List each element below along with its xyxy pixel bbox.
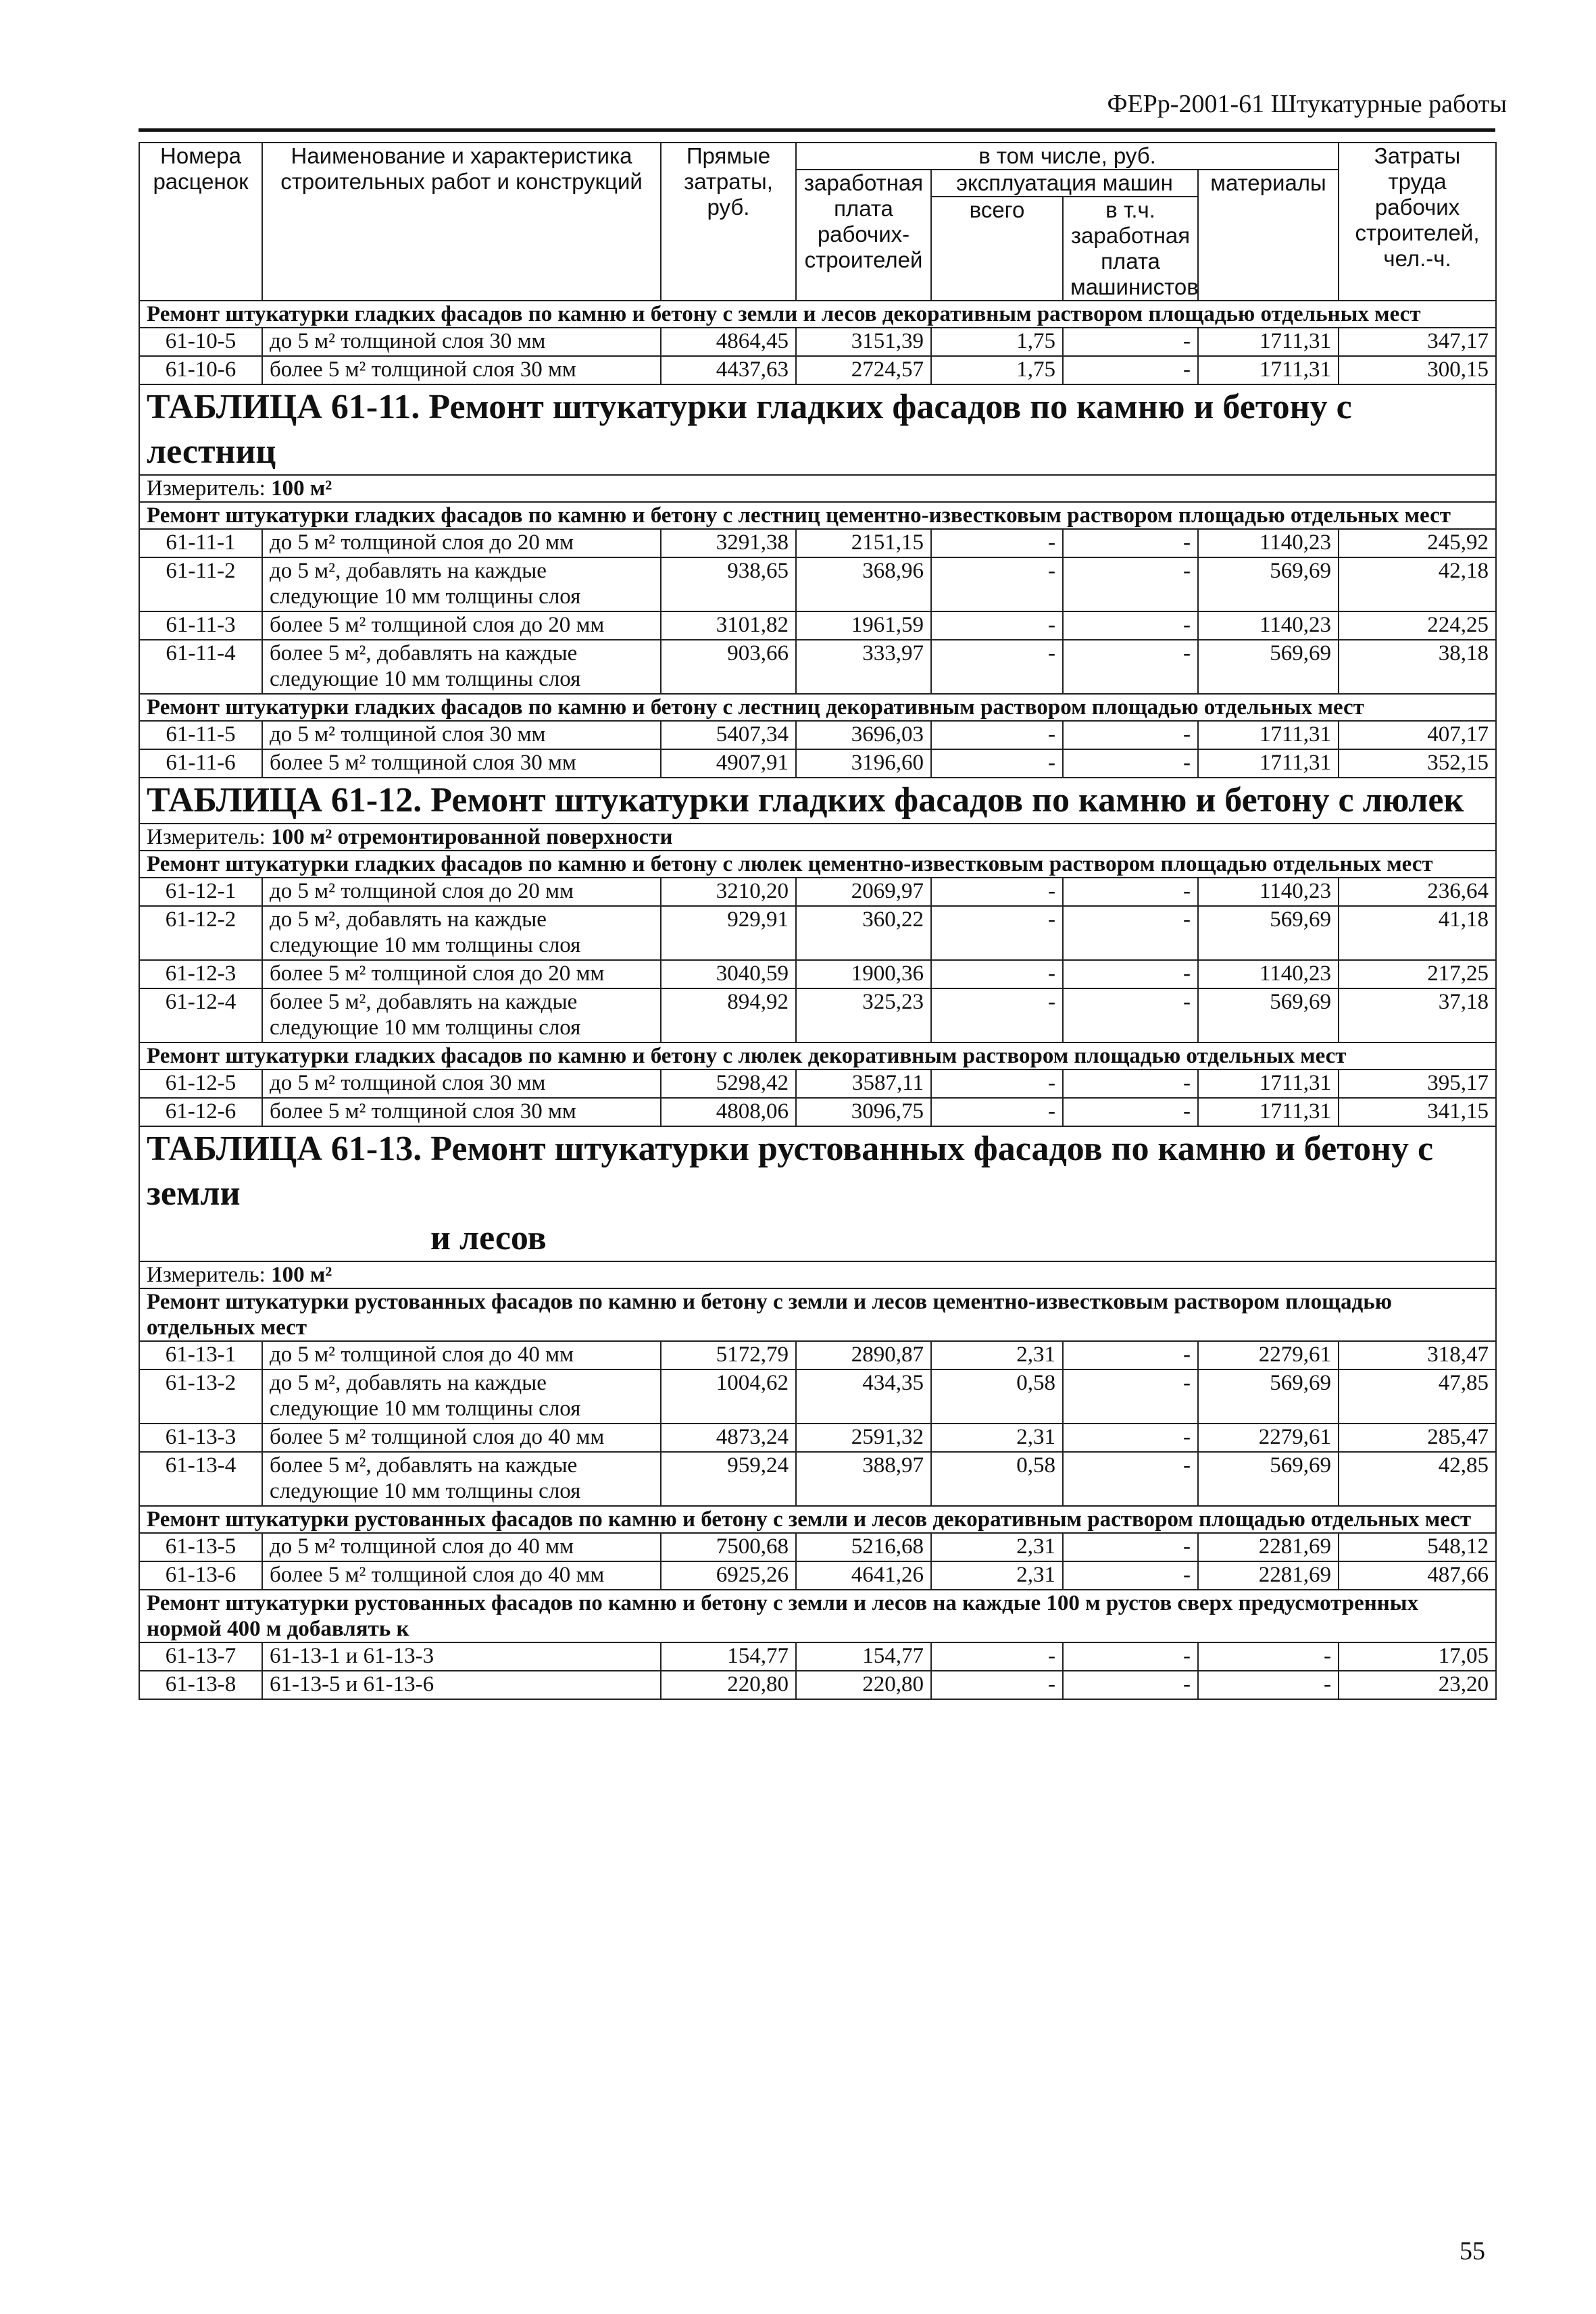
section-heading-row	[139, 301, 1496, 328]
cell-direct: 4437,63	[661, 356, 796, 384]
cell-direct: 154,77	[661, 1642, 796, 1671]
cell-labor: 395,17	[1339, 1070, 1496, 1098]
cell-mat: 1711,31	[1198, 328, 1339, 356]
cell-mach-wage: -	[1063, 1369, 1198, 1424]
measure-value: 100 м²	[271, 476, 332, 501]
table-title-line2: и лесов	[430, 1219, 547, 1257]
header-row-1	[139, 143, 1496, 170]
table-title-row	[139, 384, 1496, 475]
table-row	[139, 1533, 1496, 1561]
work-name: более 5 м² толщиной слоя до 20 мм	[262, 611, 661, 640]
cell-mat: 1140,23	[1198, 611, 1339, 640]
cell-direct: 6925,26	[661, 1561, 796, 1590]
section-heading: Ремонт штукатурки гладких фасадов по камню и бетону с лестниц цементно-известковым раствором площадью отдельных мест	[139, 502, 1496, 529]
table-row	[139, 960, 1496, 988]
work-name: до 5 м², добавлять на каждые следующие 10 мм толщины слоя	[262, 1369, 661, 1424]
rate-code: 61-13-6	[139, 1561, 262, 1590]
table-title-row	[139, 778, 1496, 824]
cell-wage: 333,97	[796, 640, 931, 694]
cell-mach: -	[931, 960, 1063, 988]
cell-wage: 3696,03	[796, 721, 931, 749]
cell-wage: 2591,32	[796, 1424, 931, 1452]
cell-mat: 1711,31	[1198, 749, 1339, 778]
col-incl-header: в том числе, руб.	[796, 143, 1339, 170]
cell-mat: 2281,69	[1198, 1533, 1339, 1561]
table-row	[139, 529, 1496, 557]
cell-mach: 2,31	[931, 1561, 1063, 1590]
section-heading: Ремонт штукатурки гладких фасадов по камню и бетону с люлек декоративным раствором площадью отдельных мест	[139, 1042, 1496, 1070]
cell-mach-wage: -	[1063, 988, 1198, 1042]
cell-wage: 3151,39	[796, 328, 931, 356]
cell-mach-wage: -	[1063, 328, 1198, 356]
table-row	[139, 878, 1496, 906]
cell-mach: -	[931, 749, 1063, 778]
cell-direct: 7500,68	[661, 1533, 796, 1561]
cell-mach: -	[931, 1671, 1063, 1699]
cell-labor: 341,15	[1339, 1098, 1496, 1126]
cell-wage: 2069,97	[796, 878, 931, 906]
section-heading: Ремонт штукатурки рустованных фасадов по камню и бетону с земли и лесов цементно-известковым раствором площадью отдельных мест	[139, 1288, 1496, 1341]
cell-wage: 434,35	[796, 1369, 931, 1424]
header-rule	[139, 128, 1495, 132]
cell-mat: -	[1198, 1642, 1339, 1671]
cell-direct: 5407,34	[661, 721, 796, 749]
cell-labor: 236,64	[1339, 878, 1496, 906]
cell-wage: 3096,75	[796, 1098, 931, 1126]
table-row	[139, 557, 1496, 611]
cell-direct: 3291,38	[661, 529, 796, 557]
cell-mach: 2,31	[931, 1341, 1063, 1369]
section-heading-row	[139, 1506, 1496, 1533]
work-name: до 5 м² толщиной слоя до 40 мм	[262, 1533, 661, 1561]
section-heading: Ремонт штукатурки рустованных фасадов по камню и бетону с земли и лесов декоративным раствором площадью отдельных мест	[139, 1506, 1496, 1533]
rate-code: 61-12-4	[139, 988, 262, 1042]
table-row	[139, 1561, 1496, 1590]
cell-wage: 2151,15	[796, 529, 931, 557]
work-name: более 5 м², добавлять на каждые следующие 10 мм толщины слоя	[262, 640, 661, 694]
table-row	[139, 1098, 1496, 1126]
table-row	[139, 1070, 1496, 1098]
cell-direct: 4808,06	[661, 1098, 796, 1126]
table-row	[139, 906, 1496, 960]
rate-code: 61-13-2	[139, 1369, 262, 1424]
cell-labor: 42,85	[1339, 1452, 1496, 1506]
cell-direct: 1004,62	[661, 1369, 796, 1424]
cell-labor: 42,18	[1339, 557, 1496, 611]
col-machines-header: эксплуатация машин	[931, 170, 1198, 197]
cell-mat: 2281,69	[1198, 1561, 1339, 1590]
rate-code: 61-13-7	[139, 1642, 262, 1671]
cell-mach-wage: -	[1063, 1452, 1198, 1506]
section-heading-row	[139, 694, 1496, 721]
section-heading-row	[139, 502, 1496, 529]
cell-wage: 3587,11	[796, 1070, 931, 1098]
rate-code: 61-13-8	[139, 1671, 262, 1699]
rate-code: 61-12-6	[139, 1098, 262, 1126]
cell-mach-wage: -	[1063, 906, 1198, 960]
cell-mat: 1140,23	[1198, 960, 1339, 988]
cell-wage: 4641,26	[796, 1561, 931, 1590]
cell-mat: 1711,31	[1198, 1098, 1339, 1126]
rate-code: 61-13-4	[139, 1452, 262, 1506]
work-name: до 5 м² толщиной слоя 30 мм	[262, 328, 661, 356]
cell-mat: -	[1198, 1671, 1339, 1699]
col-mach-total-header: всего	[931, 197, 1063, 301]
section-heading-row	[139, 851, 1496, 878]
cell-mach: -	[931, 878, 1063, 906]
cell-labor: 47,85	[1339, 1369, 1496, 1424]
table-row	[139, 1642, 1496, 1671]
table-row	[139, 356, 1496, 384]
table-row	[139, 640, 1496, 694]
cell-mach-wage: -	[1063, 640, 1198, 694]
cell-direct: 220,80	[661, 1671, 796, 1699]
cell-mach: -	[931, 988, 1063, 1042]
cell-wage: 1900,36	[796, 960, 931, 988]
rate-code: 61-11-5	[139, 721, 262, 749]
cell-mat: 1140,23	[1198, 878, 1339, 906]
rate-code: 61-11-2	[139, 557, 262, 611]
measure-value: 100 м²	[271, 1263, 332, 1287]
cell-mach-wage: -	[1063, 1341, 1198, 1369]
col-direct-header: Прямые затраты, руб.	[661, 143, 796, 301]
cell-mach-wage: -	[1063, 721, 1198, 749]
section-heading: Ремонт штукатурки гладких фасадов по камню и бетону с земли и лесов декоративным раствором площадью отдельных мест	[139, 301, 1496, 328]
cell-direct: 3040,59	[661, 960, 796, 988]
rate-code: 61-11-6	[139, 749, 262, 778]
cell-labor: 347,17	[1339, 328, 1496, 356]
cell-labor: 23,20	[1339, 1671, 1496, 1699]
section-heading-row	[139, 1042, 1496, 1070]
measure-cell	[139, 824, 1496, 851]
measure-row	[139, 1261, 1496, 1288]
cell-mat: 569,69	[1198, 557, 1339, 611]
cell-wage: 388,97	[796, 1452, 931, 1506]
cell-mat: 569,69	[1198, 988, 1339, 1042]
table-title-cell	[139, 384, 1496, 475]
cell-wage: 360,22	[796, 906, 931, 960]
section-heading: Ремонт штукатурки гладких фасадов по камню и бетону с лестниц декоративным раствором площадью отдельных мест	[139, 694, 1496, 721]
cell-mach: 2,31	[931, 1533, 1063, 1561]
cell-mach: -	[931, 1070, 1063, 1098]
measure-row	[139, 475, 1496, 502]
cell-direct: 3210,20	[661, 878, 796, 906]
work-name: более 5 м² толщиной слоя 30 мм	[262, 749, 661, 778]
cell-mach-wage: -	[1063, 1642, 1198, 1671]
measure-row	[139, 824, 1496, 851]
cell-mach: -	[931, 557, 1063, 611]
rate-code: 61-10-6	[139, 356, 262, 384]
cell-mat: 2279,61	[1198, 1424, 1339, 1452]
cell-direct: 5172,79	[661, 1341, 796, 1369]
col-materials-header: материалы	[1198, 170, 1339, 301]
cell-labor: 318,47	[1339, 1341, 1496, 1369]
cell-wage: 2890,87	[796, 1341, 931, 1369]
cell-mat: 569,69	[1198, 1369, 1339, 1424]
cell-mat: 1711,31	[1198, 1070, 1339, 1098]
rate-code: 61-12-5	[139, 1070, 262, 1098]
table-row	[139, 611, 1496, 640]
work-name: до 5 м² толщиной слоя до 40 мм	[262, 1341, 661, 1369]
work-name: более 5 м² толщиной слоя до 40 мм	[262, 1424, 661, 1452]
work-name: до 5 м² толщиной слоя до 20 мм	[262, 529, 661, 557]
cell-mach-wage: -	[1063, 1424, 1198, 1452]
col-wage-header: заработная плата рабочих-строителей	[796, 170, 931, 301]
cell-mat: 569,69	[1198, 1452, 1339, 1506]
rate-code: 61-10-5	[139, 328, 262, 356]
section-heading-row	[139, 1590, 1496, 1642]
work-name: более 5 м², добавлять на каждые следующие 10 мм толщины слоя	[262, 988, 661, 1042]
section-heading: Ремонт штукатурки гладких фасадов по камню и бетону с люлек цементно-известковым раствором площадью отдельных мест	[139, 851, 1496, 878]
cell-direct: 4873,24	[661, 1424, 796, 1452]
cell-mat: 1711,31	[1198, 721, 1339, 749]
cell-mach: -	[931, 640, 1063, 694]
table-row	[139, 328, 1496, 356]
work-name: до 5 м² толщиной слоя 30 мм	[262, 721, 661, 749]
cell-labor: 407,17	[1339, 721, 1496, 749]
cell-mat: 2279,61	[1198, 1341, 1339, 1369]
work-name: до 5 м², добавлять на каждые следующие 10 мм толщины слоя	[262, 557, 661, 611]
cell-wage: 154,77	[796, 1642, 931, 1671]
table-title-cell	[139, 1126, 1496, 1261]
cell-wage: 2724,57	[796, 356, 931, 384]
table-row	[139, 1341, 1496, 1369]
cell-labor: 352,15	[1339, 749, 1496, 778]
cell-mach: -	[931, 906, 1063, 960]
cell-mach-wage: -	[1063, 356, 1198, 384]
cell-mach: -	[931, 1642, 1063, 1671]
cell-mach: -	[931, 611, 1063, 640]
cell-wage: 220,80	[796, 1671, 931, 1699]
section-heading: Ремонт штукатурки рустованных фасадов по камню и бетону с земли и лесов на каждые 100 м рустов сверх предусмотренных нормой 400 м добавлять к	[139, 1590, 1496, 1642]
cell-mach: 1,75	[931, 328, 1063, 356]
work-name: до 5 м², добавлять на каждые следующие 10 мм толщины слоя	[262, 906, 661, 960]
work-name: более 5 м² толщиной слоя до 20 мм	[262, 960, 661, 988]
cell-mach: -	[931, 529, 1063, 557]
measure-label: Измеритель:	[147, 825, 266, 849]
section-heading-row	[139, 1288, 1496, 1341]
cell-wage: 325,23	[796, 988, 931, 1042]
work-name: более 5 м² толщиной слоя до 40 мм	[262, 1561, 661, 1590]
work-name: 61-13-5 и 61-13-6	[262, 1671, 661, 1699]
rate-code: 61-12-1	[139, 878, 262, 906]
rate-code: 61-12-2	[139, 906, 262, 960]
cell-mach: -	[931, 1098, 1063, 1126]
table-title: ТАБЛИЦА 61-13. Ремонт штукатурки рустованных фасадов по камню и бетону с земли	[147, 1130, 1434, 1213]
table-title-cell	[139, 778, 1496, 824]
col-labor-header: Затраты труда рабочих строителей, чел.-ч.	[1339, 143, 1496, 301]
rate-code: 61-12-3	[139, 960, 262, 988]
cell-direct: 959,24	[661, 1452, 796, 1506]
measure-cell	[139, 1261, 1496, 1288]
cell-labor: 217,25	[1339, 960, 1496, 988]
cell-labor: 224,25	[1339, 611, 1496, 640]
cell-labor: 41,18	[1339, 906, 1496, 960]
cell-wage: 5216,68	[796, 1533, 931, 1561]
table-row	[139, 1424, 1496, 1452]
running-head: ФЕРр-2001-61 Штукатурные работы	[1107, 90, 1507, 118]
cell-mach-wage: -	[1063, 1070, 1198, 1098]
measure-value: 100 м² отремонтированной поверхности	[271, 825, 673, 849]
cell-mat: 569,69	[1198, 906, 1339, 960]
cell-labor: 38,18	[1339, 640, 1496, 694]
cell-mat: 1711,31	[1198, 356, 1339, 384]
cell-mach: -	[931, 721, 1063, 749]
work-name: более 5 м², добавлять на каждые следующие 10 мм толщины слоя	[262, 1452, 661, 1506]
rate-code: 61-13-1	[139, 1341, 262, 1369]
cell-labor: 487,66	[1339, 1561, 1496, 1590]
table-title: ТАБЛИЦА 61-12. Ремонт штукатурки гладких фасадов по камню и бетону с люлек	[147, 781, 1464, 820]
cell-labor: 17,05	[1339, 1642, 1496, 1671]
cell-mach: 0,58	[931, 1369, 1063, 1424]
table-row	[139, 1452, 1496, 1506]
cell-direct: 4907,91	[661, 749, 796, 778]
work-name: до 5 м² толщиной слоя 30 мм	[262, 1070, 661, 1098]
cell-wage: 3196,60	[796, 749, 931, 778]
cell-mach-wage: -	[1063, 749, 1198, 778]
cell-mat: 569,69	[1198, 640, 1339, 694]
rates-table	[139, 142, 1497, 1700]
cell-mach: 1,75	[931, 356, 1063, 384]
table-title-row	[139, 1126, 1496, 1261]
cell-mach: 2,31	[931, 1424, 1063, 1452]
work-name: более 5 м² толщиной слоя 30 мм	[262, 1098, 661, 1126]
table-row	[139, 988, 1496, 1042]
col-code-header: Номера расценок	[139, 143, 262, 301]
cell-mach-wage: -	[1063, 611, 1198, 640]
work-name: более 5 м² толщиной слоя 30 мм	[262, 356, 661, 384]
cell-labor: 285,47	[1339, 1424, 1496, 1452]
cell-direct: 3101,82	[661, 611, 796, 640]
cell-mach-wage: -	[1063, 960, 1198, 988]
cell-mach-wage: -	[1063, 557, 1198, 611]
cell-labor: 300,15	[1339, 356, 1496, 384]
cell-direct: 929,91	[661, 906, 796, 960]
table-row	[139, 749, 1496, 778]
cell-mach-wage: -	[1063, 1561, 1198, 1590]
col-mach-wage-header: в т.ч. заработная плата машинистов	[1063, 197, 1198, 301]
cell-mach-wage: -	[1063, 1098, 1198, 1126]
col-name-header: Наименование и характеристика строительных работ и конструкций	[262, 143, 661, 301]
rate-code: 61-13-5	[139, 1533, 262, 1561]
cell-direct: 938,65	[661, 557, 796, 611]
rate-code: 61-11-4	[139, 640, 262, 694]
cell-mat: 1140,23	[1198, 529, 1339, 557]
cell-mach-wage: -	[1063, 1671, 1198, 1699]
rate-code: 61-11-1	[139, 529, 262, 557]
rate-code: 61-13-3	[139, 1424, 262, 1452]
cell-mach-wage: -	[1063, 1533, 1198, 1561]
cell-direct: 4864,45	[661, 328, 796, 356]
cell-mach-wage: -	[1063, 878, 1198, 906]
page-number: 55	[1460, 2237, 1485, 2265]
table-row	[139, 721, 1496, 749]
cell-wage: 368,96	[796, 557, 931, 611]
cell-labor: 245,92	[1339, 529, 1496, 557]
measure-label: Измеритель:	[147, 476, 266, 501]
table-row	[139, 1671, 1496, 1699]
cell-direct: 5298,42	[661, 1070, 796, 1098]
table-row	[139, 1369, 1496, 1424]
measure-label: Измеритель:	[147, 1263, 266, 1287]
cell-mach: 0,58	[931, 1452, 1063, 1506]
measure-cell	[139, 475, 1496, 502]
cell-mach-wage: -	[1063, 529, 1198, 557]
table-title: ТАБЛИЦА 61-11. Ремонт штукатурки гладких фасадов по камню и бетону с лестниц	[147, 388, 1352, 471]
rate-code: 61-11-3	[139, 611, 262, 640]
cell-direct: 903,66	[661, 640, 796, 694]
cell-labor: 548,12	[1339, 1533, 1496, 1561]
work-name: до 5 м² толщиной слоя до 20 мм	[262, 878, 661, 906]
work-name: 61-13-1 и 61-13-3	[262, 1642, 661, 1671]
cell-labor: 37,18	[1339, 988, 1496, 1042]
cell-wage: 1961,59	[796, 611, 931, 640]
cell-direct: 894,92	[661, 988, 796, 1042]
